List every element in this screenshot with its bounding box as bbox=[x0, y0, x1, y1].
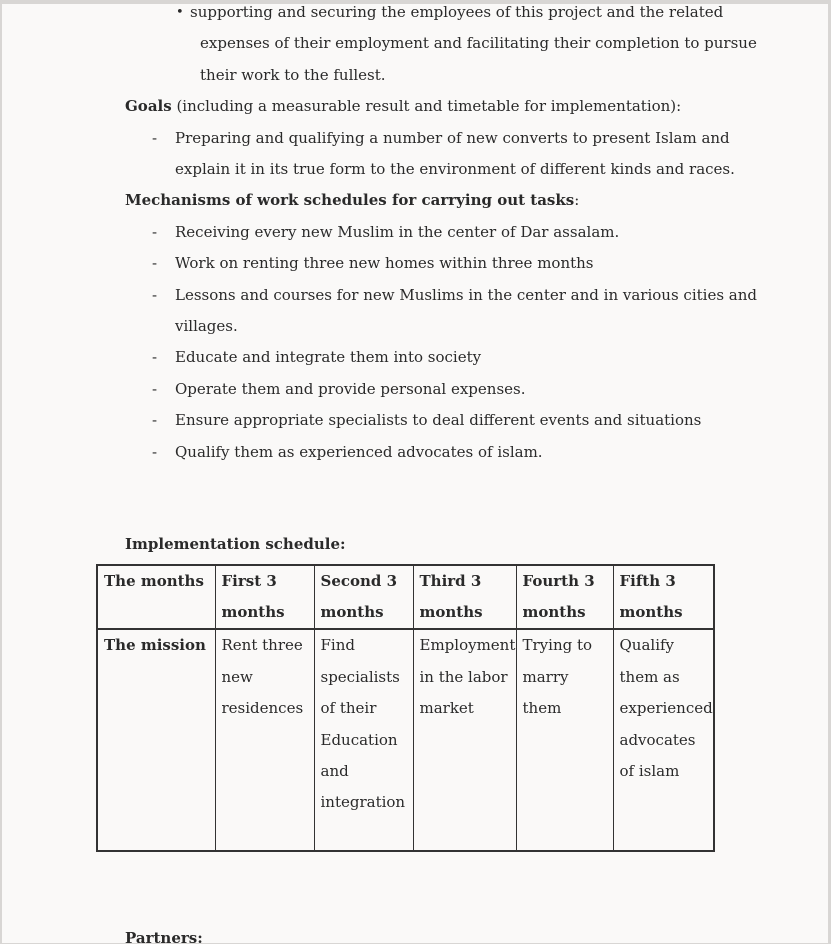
list-dash-marker: - bbox=[152, 411, 158, 430]
schedule-mission-row bbox=[97, 629, 714, 851]
schedule-mission-label-cell bbox=[97, 629, 215, 851]
schedule-header-cell-third bbox=[413, 565, 516, 630]
text-line: The months bbox=[104, 571, 204, 590]
text-line: supporting and securing the employees of this project and the related bbox=[190, 4, 724, 21]
implementation-schedule-heading: Implementation schedule: bbox=[125, 535, 346, 554]
text-line: advocates bbox=[619, 730, 696, 749]
mechanism-item-text bbox=[2, 217, 828, 248]
mechanism-item-text bbox=[2, 437, 828, 468]
text-line: and bbox=[320, 761, 349, 780]
schedule-task-cell-fifth bbox=[613, 629, 714, 851]
list-dash-marker: - bbox=[152, 222, 158, 241]
text-line: months bbox=[522, 602, 586, 621]
text-line: months bbox=[320, 602, 384, 621]
text-line: Trying to bbox=[522, 636, 593, 655]
text-line: Work on renting three new homes within three months bbox=[175, 254, 594, 273]
text-line: The mission bbox=[104, 636, 206, 655]
text-line: market bbox=[419, 699, 474, 718]
text-line: Second 3 bbox=[320, 571, 398, 590]
mechanism-item-text bbox=[2, 405, 828, 436]
mechanisms-heading-rest: : bbox=[574, 191, 580, 210]
mechanisms-heading bbox=[125, 185, 828, 216]
mechanism-item-text bbox=[2, 280, 828, 343]
list-dash-marker: - bbox=[152, 254, 158, 273]
text-line: villages. bbox=[175, 317, 238, 336]
text-line: of their bbox=[320, 699, 377, 718]
text-line: Receiving every new Muslim in the center of Dar assalam. bbox=[175, 222, 620, 241]
implementation-schedule-table bbox=[96, 564, 715, 853]
text-line: Lessons and courses for new Muslims in the center and in various cities and bbox=[175, 285, 757, 304]
schedule-header-cell-fourth bbox=[516, 565, 613, 630]
text-line: Operate them and provide personal expenses. bbox=[175, 379, 526, 398]
text-line: Educate and integrate them into society bbox=[175, 348, 482, 367]
text-line: integration bbox=[320, 793, 406, 812]
goals-heading bbox=[125, 91, 828, 122]
list-bullet-marker: • bbox=[176, 5, 184, 20]
mechanism-item-text bbox=[2, 374, 828, 405]
mechanism-item-text bbox=[2, 342, 828, 373]
text-line: Education bbox=[320, 730, 398, 749]
mechanisms-heading-lead: Mechanisms of work schedules for carrying out tasks bbox=[125, 191, 575, 210]
mechanism-item-text bbox=[2, 248, 828, 279]
document-page bbox=[2, 4, 828, 943]
text-line: Fifth 3 bbox=[619, 571, 676, 590]
text-line: Ensure appropriate specialists to deal different events and situations bbox=[175, 411, 702, 430]
schedule-header-cell-second bbox=[314, 565, 413, 630]
goals-heading-rest: (including a measurable result and timetable for implementation): bbox=[171, 97, 682, 116]
schedule-header-cell-first bbox=[215, 565, 314, 630]
text-line: of islam bbox=[619, 761, 680, 780]
mechanism-list-item bbox=[2, 217, 828, 248]
text-line: Preparing and qualifying a number of new converts to present Islam and bbox=[175, 128, 730, 147]
goals-heading-lead: Goals bbox=[125, 97, 172, 116]
mechanism-list-item bbox=[2, 342, 828, 373]
text-line: Third 3 bbox=[419, 571, 482, 590]
text-line: months bbox=[419, 602, 483, 621]
mechanism-list-item bbox=[2, 374, 828, 405]
text-line: specialists bbox=[320, 667, 400, 686]
list-dash-marker: - bbox=[152, 442, 158, 461]
mechanism-list-item bbox=[2, 405, 828, 436]
list-dash-marker: - bbox=[152, 379, 158, 398]
text-line: explain it in its true form to the environment of different kinds and races. bbox=[175, 160, 735, 179]
schedule-header-row bbox=[97, 565, 714, 630]
schedule-task-cell-third bbox=[413, 629, 516, 851]
text-line: Find bbox=[320, 636, 355, 655]
text-line: months bbox=[619, 602, 683, 621]
mechanism-list-item bbox=[2, 248, 828, 279]
text-line: First 3 bbox=[221, 571, 277, 590]
text-line: expenses of their employment and facilitating their completion to pursue bbox=[200, 34, 757, 53]
text-line: Employment bbox=[419, 636, 516, 655]
schedule-task-cell-fourth bbox=[516, 629, 613, 851]
text-line: residences bbox=[221, 699, 304, 718]
schedule-header-cell-fifth bbox=[613, 565, 714, 630]
text-line: Qualify bbox=[619, 636, 675, 655]
text-line: them bbox=[522, 699, 562, 718]
list-dash-marker: - bbox=[152, 285, 158, 304]
text-line: experienced bbox=[619, 699, 713, 718]
schedule-header-cell-months bbox=[97, 565, 215, 630]
mechanism-list-item bbox=[2, 280, 828, 343]
list-dash-marker: - bbox=[152, 128, 158, 147]
schedule-task-cell-first bbox=[215, 629, 314, 851]
mechanism-list-item bbox=[2, 437, 828, 468]
text-line: months bbox=[221, 602, 285, 621]
intro-bullet-item bbox=[2, 4, 828, 91]
text-line: new bbox=[221, 667, 253, 686]
schedule-task-cell-second bbox=[314, 629, 413, 851]
text-line: marry bbox=[522, 667, 569, 686]
text-line: Rent three bbox=[221, 636, 303, 655]
text-line: them as bbox=[619, 667, 680, 686]
text-line: in the labor bbox=[419, 667, 508, 686]
document-body bbox=[2, 4, 828, 943]
text-line: Qualify them as experienced advocates of islam. bbox=[175, 442, 543, 461]
goals-list-item bbox=[2, 123, 828, 186]
goals-item-text bbox=[2, 123, 828, 186]
partners-heading: Partners: bbox=[125, 929, 203, 943]
text-line: their work to the fullest. bbox=[200, 65, 386, 84]
text-line: Fourth 3 bbox=[522, 571, 595, 590]
intro-bullet-text bbox=[2, 4, 828, 91]
list-dash-marker: - bbox=[152, 348, 158, 367]
